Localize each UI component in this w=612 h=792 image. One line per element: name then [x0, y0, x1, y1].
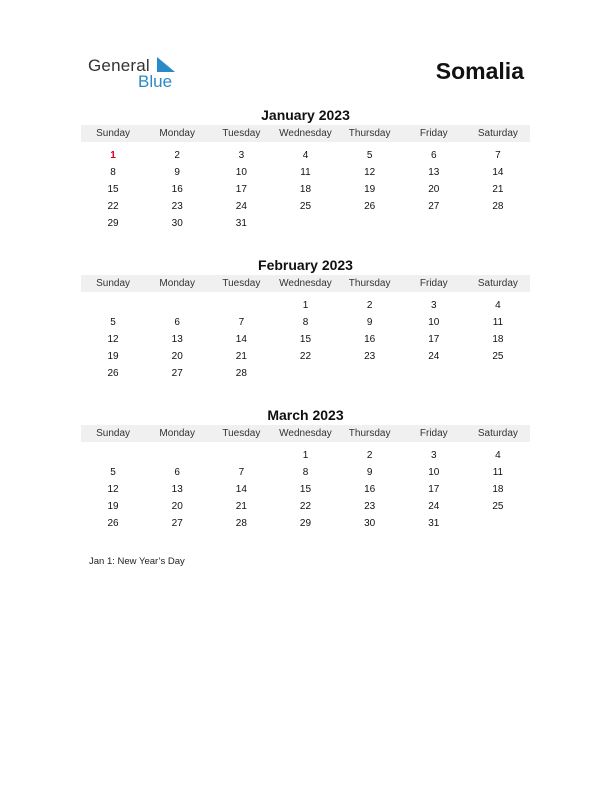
week-row — [81, 348, 530, 365]
week-row — [81, 297, 530, 314]
weekday-label: Monday — [159, 428, 195, 439]
week-row — [81, 498, 530, 515]
week-row — [81, 515, 530, 532]
week-row — [81, 164, 530, 181]
weekday-label: Tuesday — [222, 128, 261, 139]
day-cell: 26 — [107, 368, 119, 379]
day-cell: 16 — [364, 334, 376, 345]
day-cell: 14 — [492, 167, 504, 178]
month-title: March 2023 — [267, 407, 344, 423]
day-cell: 18 — [492, 334, 504, 345]
day-cell: 15 — [299, 484, 312, 495]
day-cell: 25 — [492, 501, 504, 512]
weekday-label: Sunday — [96, 278, 131, 289]
week-row — [81, 147, 530, 164]
day-cell: 8 — [110, 167, 116, 178]
day-cell: 17 — [235, 184, 247, 195]
day-cell: 16 — [364, 484, 376, 495]
weeks-grid — [81, 142, 530, 232]
day-cell: 10 — [235, 167, 247, 178]
day-cell: 7 — [238, 467, 245, 478]
day-cell: 24 — [428, 501, 440, 512]
month-january — [81, 107, 530, 232]
weekday-label: Friday — [419, 128, 448, 139]
day-cell: 30 — [171, 218, 183, 229]
day-cell: 11 — [492, 467, 504, 478]
week-row — [81, 464, 530, 481]
day-cell: 9 — [174, 167, 180, 178]
weekday-label: Tuesday — [222, 278, 261, 289]
month-february — [81, 257, 530, 382]
day-cell: 13 — [171, 334, 183, 345]
day-cell: 28 — [235, 368, 247, 379]
day-cell: 16 — [171, 184, 183, 195]
weekday-label: Tuesday — [222, 428, 261, 439]
day-cell: 4 — [495, 300, 501, 311]
weekday-label: Wednesday — [279, 428, 332, 439]
day-cell: 3 — [430, 300, 437, 311]
weekday-header — [81, 125, 530, 142]
day-cell: 31 — [235, 218, 247, 229]
day-cell: 2 — [174, 150, 180, 161]
day-cell: 10 — [428, 467, 440, 478]
month-title: January 2023 — [261, 107, 350, 123]
day-cell: 11 — [492, 317, 504, 328]
day-cell: 11 — [300, 167, 311, 178]
day-cell: 8 — [302, 467, 309, 478]
day-cell: 30 — [364, 518, 376, 529]
month-title: February 2023 — [258, 257, 353, 273]
weekday-label: Thursday — [348, 278, 391, 289]
day-cell: 23 — [364, 501, 376, 512]
day-cell: 27 — [171, 518, 183, 529]
day-cell: 22 — [107, 201, 119, 212]
day-cell: 23 — [171, 201, 183, 212]
weekday-label: Saturday — [477, 428, 518, 439]
week-row — [81, 447, 530, 464]
day-cell: 12 — [107, 334, 119, 345]
day-cell: 13 — [171, 484, 183, 495]
weekday-header — [81, 425, 530, 442]
day-cell: 25 — [492, 351, 504, 362]
day-cell: 6 — [174, 317, 180, 328]
day-cell: 28 — [235, 518, 247, 529]
day-cell: 9 — [366, 317, 373, 328]
day-cell: 24 — [428, 351, 440, 362]
day-cell: 5 — [110, 317, 116, 328]
day-cell: 4 — [302, 150, 309, 161]
day-cell: 6 — [174, 467, 180, 478]
weekday-label: Thursday — [348, 428, 391, 439]
day-cell: 21 — [235, 501, 247, 512]
weeks-grid — [81, 442, 530, 532]
day-cell: 27 — [171, 368, 183, 379]
weekday-header — [81, 275, 530, 292]
month-march — [81, 407, 530, 532]
day-cell: 28 — [492, 201, 504, 212]
week-row — [81, 314, 530, 331]
day-cell: 10 — [428, 317, 440, 328]
day-cell: 25 — [299, 201, 312, 212]
day-cell: 1 — [302, 300, 309, 311]
day-cell: 13 — [428, 167, 440, 178]
weekday-label: Saturday — [477, 278, 518, 289]
day-cell: 17 — [428, 334, 440, 345]
day-cell: 19 — [107, 351, 119, 362]
day-cell: 2 — [366, 450, 373, 461]
weekday-label: Friday — [419, 278, 448, 289]
day-cell: 9 — [366, 467, 373, 478]
day-cell: 22 — [299, 351, 312, 362]
day-cell: 19 — [107, 501, 119, 512]
day-cell: 24 — [235, 201, 247, 212]
week-row — [81, 331, 530, 348]
day-cell: 29 — [107, 218, 119, 229]
day-cell: 20 — [428, 184, 440, 195]
day-cell: 3 — [430, 450, 437, 461]
weekday-label: Friday — [419, 428, 448, 439]
day-cell: 20 — [171, 351, 183, 362]
day-cell: 19 — [364, 184, 376, 195]
week-row — [81, 181, 530, 198]
day-cell: 29 — [299, 518, 312, 529]
day-cell: 21 — [492, 184, 504, 195]
day-cell: 14 — [235, 334, 247, 345]
day-cell: 1 — [110, 150, 116, 161]
week-row — [81, 365, 530, 382]
day-cell: 20 — [171, 501, 183, 512]
day-cell: 6 — [430, 150, 437, 161]
week-row — [81, 198, 530, 215]
day-cell: 1 — [302, 450, 309, 461]
generalblue-logo — [88, 56, 188, 92]
day-cell: 26 — [107, 518, 119, 529]
day-cell: 12 — [364, 167, 376, 178]
day-cell: 7 — [238, 317, 245, 328]
weekday-label: Sunday — [96, 428, 131, 439]
week-row — [81, 481, 530, 498]
weeks-grid — [81, 292, 530, 382]
holiday-note: Jan 1: New Year’s Day — [89, 556, 185, 567]
day-cell: 2 — [366, 300, 373, 311]
day-cell: 14 — [235, 484, 247, 495]
logo-blue-text: Blue — [138, 72, 173, 91]
day-cell: 21 — [235, 351, 247, 362]
weekday-label: Thursday — [348, 128, 391, 139]
weekday-label: Wednesday — [279, 278, 332, 289]
day-cell: 4 — [495, 450, 501, 461]
day-cell: 18 — [299, 184, 312, 195]
day-cell: 15 — [299, 334, 312, 345]
weekday-label: Sunday — [96, 128, 131, 139]
day-cell: 26 — [364, 201, 376, 212]
day-cell: 5 — [366, 150, 373, 161]
day-cell: 23 — [364, 351, 376, 362]
day-cell: 15 — [107, 184, 119, 195]
day-cell: 27 — [428, 201, 440, 212]
day-cell: 17 — [428, 484, 440, 495]
logo-triangle-icon — [157, 57, 175, 72]
weekday-label: Monday — [159, 278, 195, 289]
day-cell: 12 — [107, 484, 119, 495]
day-cell: 5 — [110, 467, 116, 478]
country-title: Somalia — [435, 58, 524, 84]
weekday-label: Wednesday — [279, 128, 332, 139]
day-cell: 3 — [238, 150, 245, 161]
weekday-label: Saturday — [477, 128, 518, 139]
weekday-label: Monday — [159, 128, 195, 139]
logo-general-text: General — [88, 56, 150, 75]
day-cell: 7 — [495, 150, 501, 161]
day-cell: 18 — [492, 484, 504, 495]
day-cell: 22 — [299, 501, 312, 512]
day-cell: 8 — [302, 317, 309, 328]
day-cell: 31 — [428, 518, 440, 529]
week-row — [81, 215, 530, 232]
